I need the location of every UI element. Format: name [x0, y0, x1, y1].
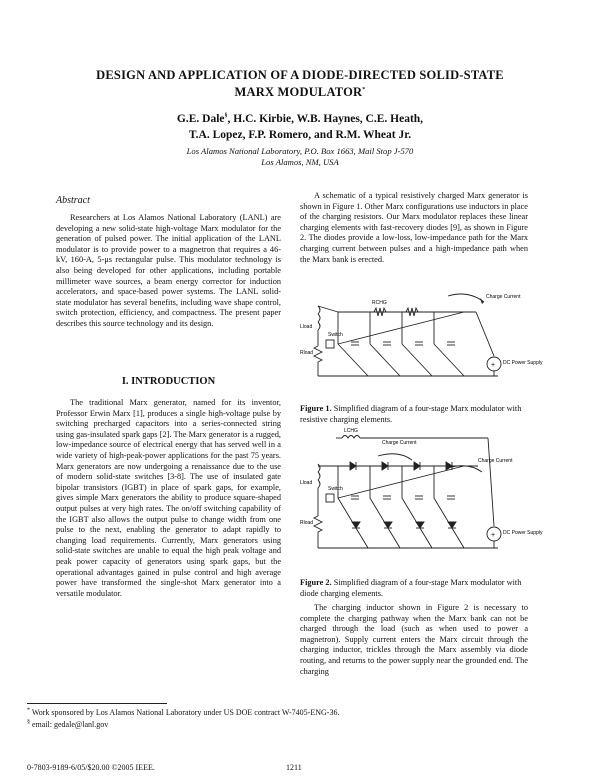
figure1-caption-text: Simplified diagram of a four-stage Marx modulator with resistive charging elements. — [300, 404, 522, 424]
footnote-1-text: Work sponsored by Los Alamos National Laboratory under US DOE contract W-7405-ENG-36. — [30, 708, 340, 717]
fig2-switch-label: Switch — [328, 486, 343, 492]
abstract-text: Researchers at Los Alamos National Laboratory (LANL) are developing a new solid-state high-voltage Marx modulator for the generation of pulsed power. The initial application of the LANL modulator is to provide power to a magnetron that requires a 46-kV, 160-A, 5-μs rectangular pulse. This modulator technology is also being developed for other applications, including portable millimeter wave sources, a beam energy corrector for induction accelerators, and space-based power systems. The LANL solid-state modulator has several benefits, including wave shape control, switch protection, efficiency, and compactness. The present paper describes this source technology and its design. — [56, 213, 281, 328]
fig1-rload-label: Rload — [300, 350, 314, 356]
footnote-1-mark: * — [27, 707, 30, 714]
figure1-caption — [300, 404, 528, 425]
footnote-2-text: email: gedale@lanl.gov — [30, 720, 109, 729]
charging-inductor-paragraph: The charging inductor shown in Figure 2 is necessary to complete the charging pathway when the Marx bank can not be charged through the load (such as when used to power a magnetron). Supply current enters the Marx circuit through the charging inductor, trickles through the Marx assembly via diode routing, and returns to the power supply near the grounded end. The charging — [300, 603, 528, 676]
fig2-charge-current-label-1: Charge Current — [382, 440, 417, 446]
isbn-line: 0-7803-9189-6/05/$20.00 ©2005 IEEE. — [27, 763, 155, 772]
figure2-schematic — [298, 428, 543, 570]
abstract-heading: Abstract — [56, 195, 90, 206]
fig2-rload-label: Rload — [300, 520, 314, 526]
fig1-plus-label: + — [491, 362, 496, 369]
figure2-caption-label: Figure 2. — [300, 578, 332, 587]
fig1-charge-current-label: Charge Current — [486, 294, 521, 300]
footnote-2 — [27, 720, 547, 730]
footnote-2-mark: § — [27, 719, 30, 726]
author-footnote-mark: § — [224, 113, 228, 120]
figure1-caption-label: Figure 1. — [300, 404, 332, 413]
page-number: 1211 — [286, 763, 302, 772]
fig2-dc-power-label: DC Power Supply — [503, 530, 543, 536]
affiliation-line2: Los Alamos, NM, USA — [261, 157, 339, 167]
fig1-dc-power-label: DC Power Supply — [503, 360, 543, 366]
figure2-caption — [300, 578, 528, 599]
affiliation-line1: Los Alamos National Laboratory, P.O. Box 1663, Mail Stop J-570 — [186, 146, 414, 156]
authors-line1 — [0, 113, 600, 125]
author-first: G.E. Dale — [176, 113, 225, 125]
introduction-text: The traditional Marx generator, named for its inventor, Professor Erwin Marx [1], produces a single high-voltage pulse by switching precharged capacitors into a series-connected string using gas-insulated spark gaps [2]. The Marx generator is a rugged, low-impedance source of electrical energy that has served well in a wide variety of high-peak-power applications for the past 75 years. Marx generators are now undergoing a renaissance due to the use of modern solid-state switches [3-8]. The use of insulated gate bipolar transistors (IGBT) in place of spark gaps, for example, gives simple Marx generators the ability to produce square-shaped output pulses at very high rates. The on/off switching capability of the IGBT also allows the output pulse to change width from one pulse to the next, enabling the generator to adapt rapidly to changing load requirements. Currently, Marx generators using solid-state switches are unable to equal the high peak voltage and peak power capacity of generators using spark gaps, but the operational advantages gained in pulse control and high average power have transformed the single-shot Marx generator into a versatile modulator. — [56, 398, 281, 598]
fig2-lchg-label: LCHG — [344, 428, 358, 434]
figure2-caption-text: Simplified diagram of a four-stage Marx modulator with diode charging elements. — [300, 578, 522, 598]
figure1-schematic — [298, 284, 543, 396]
authors-line2: T.A. Lopez, F.P. Romero, and R.M. Wheat Jr. — [188, 129, 412, 141]
paper-title-text: MARX MODULATOR — [234, 85, 363, 99]
fig2-plus-label: + — [491, 532, 496, 539]
fig2-lload-label: Lload — [300, 480, 313, 486]
fig1-lload-label: Lload — [300, 324, 313, 330]
title-footnote-mark: * — [362, 86, 366, 93]
paper-title-line2 — [0, 85, 600, 100]
authors-rest: , H.C. Kirbie, W.B. Haynes, C.E. Heath, — [227, 113, 424, 125]
introduction-heading: I. INTRODUCTION — [121, 376, 216, 387]
schematic-paragraph: A schematic of a typical resistively charged Marx generator is shown in Figure 1. Other Marx configurations use inductors in place of the charging resistors. Our Marx modulator replaces these linear charging elements with fast-recovery diodes [9], as shown in Figure 2. The diodes provide a low-loss, low-impedance path for the Marx charging current between pulses and a high-impedance path when the Marx bank is erected. — [300, 191, 528, 264]
fig2-charge-current-label-2: Charge Current — [478, 458, 513, 464]
paper-title-line1: DESIGN AND APPLICATION OF A DIODE-DIRECTED SOLID-STATE — [96, 68, 504, 82]
fig1-rchg-label: RCHG — [372, 300, 387, 306]
footnote-1 — [27, 708, 547, 718]
fig1-switch-label: Switch — [328, 332, 343, 338]
footnote-rule — [27, 703, 167, 704]
